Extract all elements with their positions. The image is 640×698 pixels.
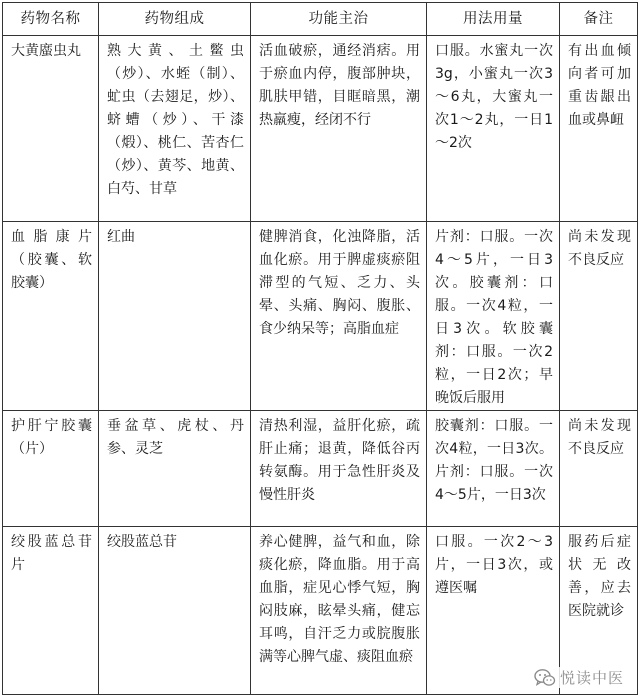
drug-name-cell: 护肝宁胶囊（片） bbox=[3, 411, 99, 527]
header-dosage: 用法用量 bbox=[427, 3, 560, 36]
drug-name-cell: 绞股蓝总苷片 bbox=[3, 527, 99, 695]
dosage-cell: 片剂：口服。一次4～5片，一日3次。胶囊剂：口服。一次4粒，一日3次。软胶囊剂：口服。一次2粒，一日2次；早晚饭后服用 bbox=[427, 222, 560, 411]
header-drug-name: 药物名称 bbox=[3, 3, 99, 36]
table-row bbox=[3, 222, 638, 411]
function-cell: 活血破瘀，通经消痞。用于瘀血内停，腹部肿块，肌肤甲错，目眶暗黑，潮热羸瘦，经闭不行 bbox=[251, 36, 427, 222]
table-row bbox=[3, 36, 638, 222]
wechat-icon bbox=[534, 668, 556, 688]
drug-name-cell: 大黄䗪虫丸 bbox=[3, 36, 99, 222]
function-cell: 养心健脾，益气和血，除痰化瘀，降血脂。用于高血脂，症见心悸气短，胸闷肢麻，眩晕头痛，健忘耳鸣，自汗乏力或脘腹胀满等心脾气虚、痰阻血瘀 bbox=[251, 527, 427, 695]
drug-table bbox=[2, 2, 638, 695]
composition-cell: 绞股蓝总苷 bbox=[99, 527, 251, 695]
function-cell: 健脾消食，化浊降脂，活血化瘀。用于脾虚痰瘀阻滞型的气短、乏力、头晕、头痛、胸闷、腹胀、食少纳呆等；高脂血症 bbox=[251, 222, 427, 411]
composition-cell: 熟大黄、土鳖虫（炒）、水蛭（制）、虻虫（去翅足，炒）、蛴螬（炒）、干漆（煅）、桃仁、苦杏仁（炒）、黄芩、地黄、白芍、甘草 bbox=[99, 36, 251, 222]
note-cell: 尚未发现不良反应 bbox=[560, 222, 638, 411]
dosage-cell: 口服。水蜜丸一次3g，小蜜丸一次3～6丸，大蜜丸一次1～2丸，一日1～2次 bbox=[427, 36, 560, 222]
note-cell: 尚未发现不良反应 bbox=[560, 411, 638, 527]
dosage-cell: 胶囊剂：口服。一次4粒，一日3次。片剂：口服。一次4～5片，一日3次 bbox=[427, 411, 560, 527]
composition-cell: 红曲 bbox=[99, 222, 251, 411]
header-function: 功能主治 bbox=[251, 3, 427, 36]
dosage-cell: 口服。一次2～3片，一日3次，或遵医嘱 bbox=[427, 527, 560, 695]
header-note: 备注 bbox=[560, 3, 638, 36]
table-row bbox=[3, 411, 638, 527]
drug-name-cell: 血脂康片（胶囊、软胶囊） bbox=[3, 222, 99, 411]
table-header-row bbox=[3, 3, 638, 36]
header-composition: 药物组成 bbox=[99, 3, 251, 36]
note-cell: 服药后症状无改善，应去医院就诊 bbox=[560, 527, 638, 695]
function-cell: 清热利湿，益肝化瘀，疏肝止痛；退黄，降低谷丙转氨酶。用于急性肝炎及慢性肝炎 bbox=[251, 411, 427, 527]
watermark-text: 悦读中医 bbox=[559, 669, 624, 687]
watermark bbox=[532, 667, 626, 688]
composition-cell: 垂盆草、虎杖、丹参、灵芝 bbox=[99, 411, 251, 527]
note-cell: 有出血倾向者可加重齿龈出血或鼻衄 bbox=[560, 36, 638, 222]
